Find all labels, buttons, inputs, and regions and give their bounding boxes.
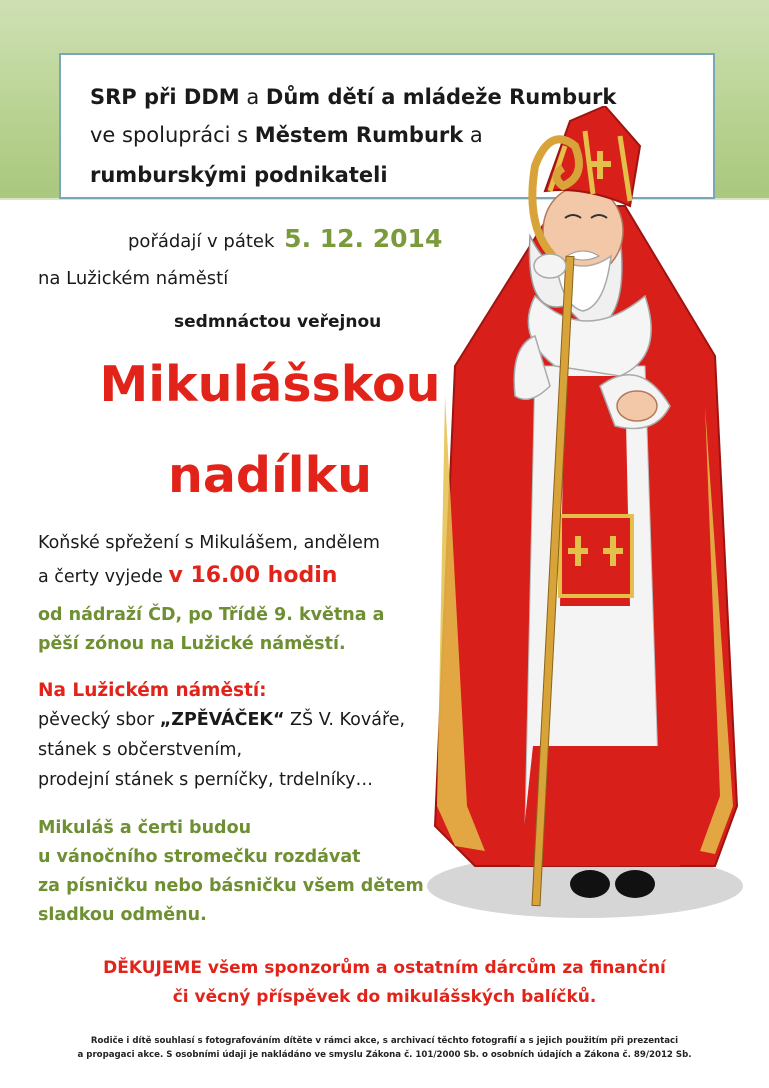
organizer-line-3: rumburskými podnikateli [90, 163, 388, 187]
gifts-line-3: za písničku nebo básničku všem dětem [38, 876, 424, 896]
procession-line-2: a čerty vyjede v 16.00 hodin [38, 563, 338, 588]
square-item-3: prodejní stánek s perníčky, trdelníky… [38, 770, 373, 790]
consent-note-line-2: a propagaci akce. S osobními údaji je nakládáno ve smyslu Zákona č. 101/2000 Sb. o osobních údajích a Zákona č. 89/2012 Sb. [77, 1050, 692, 1060]
gifts-line-2: u vánočního stromečku rozdávat [38, 847, 361, 867]
event-date-line: pořádají v pátek 5. 12. 2014 [128, 224, 443, 253]
organizer-line-2: ve spolupráci s Městem Rumburk a [90, 123, 483, 147]
square-item-2: stánek s občerstvením, [38, 740, 243, 760]
thanks-line-1: DĚKUJEME všem sponzorům a ostatním dárcům za finanční [103, 958, 666, 978]
gifts-line-4: sladkou odměnu. [38, 905, 207, 925]
procession-line-1: Koňské spřežení s Mikulášem, andělem [38, 533, 380, 553]
thanks-line-2: či věcný příspěvek do mikulášských balíčků. [172, 987, 597, 1007]
event-date: 5. 12. 2014 [284, 224, 443, 253]
gifts-line-1: Mikuláš a čerti budou [38, 818, 252, 838]
organizer-line-1: SRP při DDM a Dům dětí a mládeže Rumburk [90, 85, 617, 109]
square-item-1: pěvecký sbor „ZPĚVÁČEK“ ZŠ V. Kováře, [38, 710, 406, 730]
event-edition: sedmnáctou veřejnou [174, 312, 382, 332]
saint-nicholas-illustration [415, 106, 745, 926]
event-title-line-2: nadílku [167, 447, 373, 504]
event-title-line-1: Mikulášskou [99, 356, 441, 413]
procession-line-3: od nádraží ČD, po Třídě 9. května a [38, 605, 385, 625]
square-heading: Na Lužickém náměstí: [38, 680, 267, 701]
event-place: na Lužickém náměstí [38, 268, 229, 289]
procession-line-4: pěší zónou na Lužické náměstí. [38, 634, 346, 654]
procession-time: v 16.00 hodin [168, 563, 338, 588]
consent-note-line-1: Rodiče i dítě souhlasí s fotografováním dítěte v rámci akce, s archivací těchto fotografií a s jejich použitím při prezentaci [90, 1036, 679, 1046]
